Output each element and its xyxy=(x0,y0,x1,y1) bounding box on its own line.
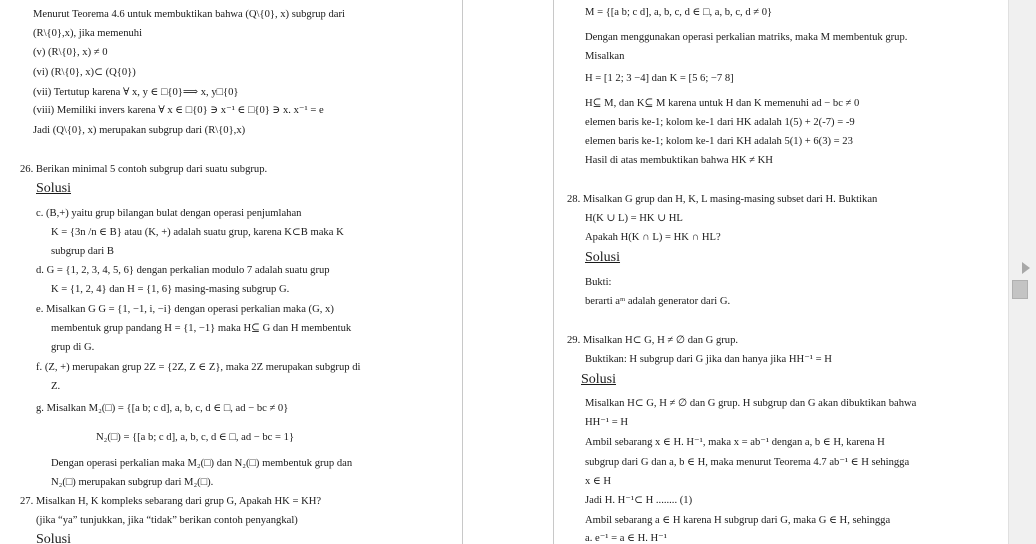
expand-arrow-icon[interactable] xyxy=(1022,262,1030,274)
text-line: (R\{0},x), jika memenuhi xyxy=(33,28,143,39)
text-line: H⊆ M, dan K⊆ M karena untuk H dan K memenuhi ad − bc ≠ 0 xyxy=(585,98,860,109)
text-line: (jika “ya” tunjukkan, jika “tidak” berikan contoh penyangkal) xyxy=(36,515,298,526)
solution-heading: Solusi xyxy=(36,181,72,196)
text-line: Dengan operasi perkalian maka M₂(□) dan N₂(□) membentuk grup dan xyxy=(51,458,353,469)
text-line: K = {1, 2, 4} dan H = {1, 6} masing-masing subgrup G. xyxy=(51,284,290,295)
solution-heading: Solusi xyxy=(36,532,72,544)
formula-line: H(K ∪ L) = HK ∪ HL xyxy=(585,213,683,224)
formula-line: HH⁻¹ = H xyxy=(585,417,628,428)
text-line: Buktikan: H subgrup dari G jika dan hanya jika HH⁻¹ = H xyxy=(585,354,832,365)
list-item-g: g. Misalkan M₂(□) = {[a b; c d], a, b, c, d ∈ □, ad − bc ≠ 0} xyxy=(36,403,289,414)
question-26: 26. Berikan minimal 5 contoh subgrup dari suatu subgrup. xyxy=(20,164,268,175)
text-line: K = {3n /n ∈ B} atau (K, +) adalah suatu grup, karena K⊂B maka K xyxy=(51,227,344,238)
text-line: N₂(□) merupakan subgrup dari M₂(□). xyxy=(51,477,214,488)
list-item-viii: (viii) Memiliki invers karena ∀ x ∈ □{0} ∋ x⁻¹ ∈ □{0} ∋ x. x⁻¹ = e xyxy=(33,105,324,116)
list-item-f: f. (Z, +) merupakan grup 2Z = {2Z, Z ∈ Z}, maka 2Z merupakan subgrup di xyxy=(36,362,361,373)
document-page-left xyxy=(0,0,463,544)
text-line: Jadi H. H⁻¹⊂ H ........ (1) xyxy=(585,495,693,506)
page-gutter xyxy=(463,0,553,544)
document-page-right xyxy=(553,0,1009,544)
formula-line: x ∈ H xyxy=(585,476,612,487)
text-line: Jadi (Q\{0}, x) merupakan subgrup dari (R\{0},x) xyxy=(33,125,246,136)
list-item-d: d. G = {1, 2, 3, 4, 5, 6} dengan perkalian modulo 7 adalah suatu grup xyxy=(36,265,330,276)
question-28: 28. Misalkan G grup dan H, K, L masing-masing subset dari H. Buktikan xyxy=(567,194,878,205)
formula-line: a. e⁻¹ = a ∈ H. H⁻¹ xyxy=(585,533,667,544)
question-29: 29. Misalkan H⊂ G, H ≠ ∅ dan G grup. xyxy=(567,335,739,346)
text-line: Bukti: xyxy=(585,277,612,288)
text-line: Menurut Teorema 4.6 untuk membuktikan bahwa (Q\{0}, x) subgrup dari xyxy=(33,9,345,20)
question-27: 27. Misalkan H, K kompleks sebarang dari grup G, Apakah HK = KH? xyxy=(20,496,322,507)
list-item-v: (v) (R\{0}, x) ≠ 0 xyxy=(33,47,108,58)
list-item-vii: (vii) Tertutup karena ∀ x, y ∈ □{0}⟹ x, y□{0} xyxy=(33,87,239,98)
text-line: subgrup dari B xyxy=(51,246,114,257)
solution-heading: Solusi xyxy=(585,250,621,265)
text-line: Apakah H(K ∩ L) = HK ∩ HL? xyxy=(585,232,721,243)
text-line: elemen baris ke-1; kolom ke-1 dari KH adalah 5(1) + 6(3) = 23 xyxy=(585,136,853,147)
text-line: Misalkan H⊂ G, H ≠ ∅ dan G grup. H subgrup dan G akan dibuktikan bahwa xyxy=(585,398,917,409)
text-line: elemen baris ke-1; kolom ke-1 dari HK adalah 1(5) + 2(-7) = -9 xyxy=(585,117,855,128)
text-line: membentuk grup pandang H = {1, −1} maka H⊆ G dan H membentuk xyxy=(51,323,352,334)
text-line: Z. xyxy=(51,381,61,392)
solution-heading: Solusi xyxy=(581,372,617,387)
text-line: subgrup dari G dan a, b ∈ H, maka menurut Teorema 4.7 ab⁻¹ ∈ H sehingga xyxy=(585,457,910,468)
text-line: Hasil di atas membuktikan bahwa HK ≠ KH xyxy=(585,155,773,166)
text-line: Dengan menggunakan operasi perkalian matriks, maka M membentuk grup. xyxy=(585,32,908,43)
text-line: Ambil sebarang a ∈ H karena H subgrup dari G, maka G ∈ H, sehingga xyxy=(585,515,891,526)
text-line: Misalkan xyxy=(585,51,625,62)
text-line: Ambil sebarang x ∈ H. H⁻¹, maka x = ab⁻¹ dengan a, b ∈ H, karena H xyxy=(585,437,885,448)
text-line: grup di G. xyxy=(51,342,95,353)
formula-line: N₂(□) = {[a b; c d], a, b, c, d ∈ □, ad − bc = 1} xyxy=(96,432,295,443)
formula-line: H = [1 2; 3 −4] dan K = [5 6; −7 8] xyxy=(585,73,734,84)
text-line: berarti aᵐ adalah generator dari G. xyxy=(585,296,731,307)
list-item-c: c. (B,+) yaitu grup bilangan bulat dengan operasi penjumlahan xyxy=(36,208,302,219)
list-item-vi: (vi) (R\{0}, x)⊂ (Q{0}) xyxy=(33,67,136,78)
scrollbar-thumb[interactable] xyxy=(1012,280,1028,299)
list-item-e: e. Misalkan G G = {1, −1, i, −i} dengan operasi perkalian maka (G, x) xyxy=(36,304,334,315)
formula-line: M = {[a b; c d], a, b, c, d ∈ □, a, b, c, d ≠ 0} xyxy=(585,7,773,18)
